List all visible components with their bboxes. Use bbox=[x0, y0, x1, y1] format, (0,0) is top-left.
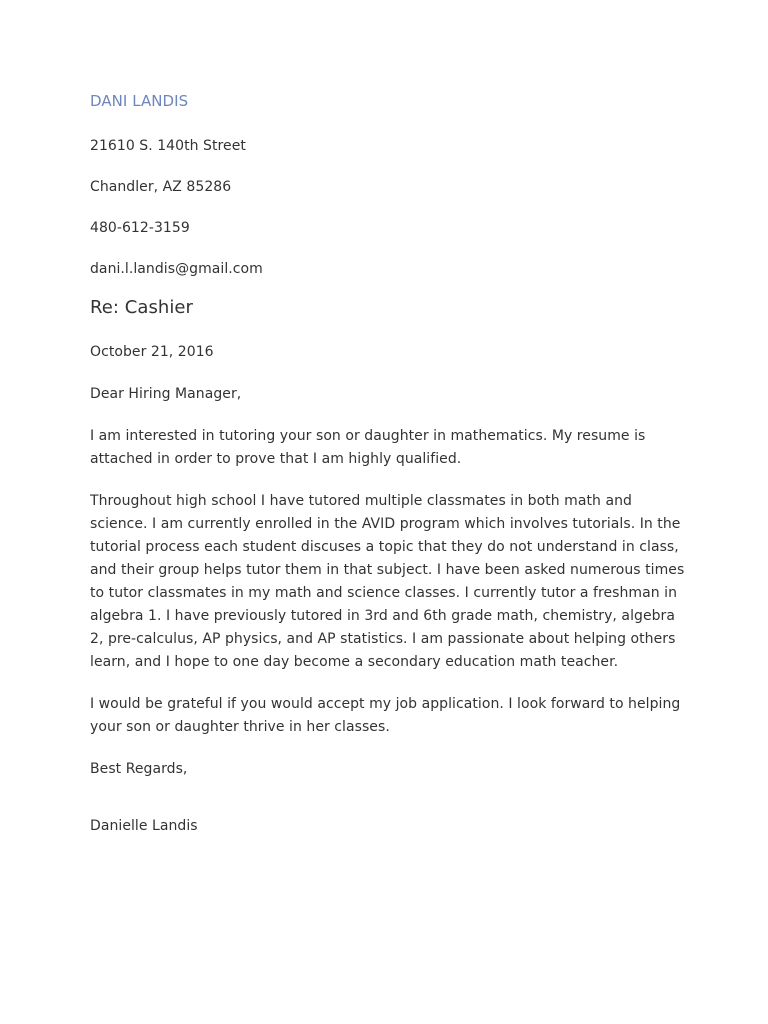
sender-phone: 480-612-3159 bbox=[90, 220, 190, 236]
letter-signature: Danielle Landis bbox=[90, 818, 198, 834]
sender-contact-block bbox=[90, 135, 690, 281]
letter-date: October 21, 2016 bbox=[90, 344, 214, 360]
sender-address-line-2: Chandler, AZ 85286 bbox=[90, 179, 232, 195]
sender-address-line-1: 21610 S. 140th Street bbox=[90, 138, 246, 154]
letter-subject: Re: Cashier bbox=[90, 297, 193, 318]
body-paragraph-closing-request: I would be grateful if you would accept my job application. I look forward to helping your son or daughter thrive in her classes. bbox=[90, 696, 681, 735]
letter-salutation: Dear Hiring Manager, bbox=[90, 386, 242, 402]
sender-email: dani.l.landis@gmail.com bbox=[90, 261, 263, 277]
cover-letter bbox=[90, 91, 690, 838]
sender-name: DANI LANDIS bbox=[90, 92, 189, 110]
letter-closing: Best Regards, bbox=[90, 761, 188, 777]
body-paragraph-experience: Throughout high school I have tutored multiple classmates in both math and science. I am currently enrolled in the AVID program which involves tutorials. In the tutorial process each student discuses a topic that they do not understand in class, and their group helps tutor them in that subject. I have been asked numerous times to tutor classmates in my math and science classes. I currently tutor a freshman in algebra 1. I have previously tutored in 3rd and 6th grade math, chemistry, algebra 2, pre-calculus, AP physics, and AP statistics. I am passionate about helping others learn, and I hope to one day become a secondary education math teacher. bbox=[90, 493, 685, 670]
body-paragraph-intro: I am interested in tutoring your son or daughter in mathematics. My resume is attached in order to prove that I am highly qualified. bbox=[90, 428, 646, 467]
